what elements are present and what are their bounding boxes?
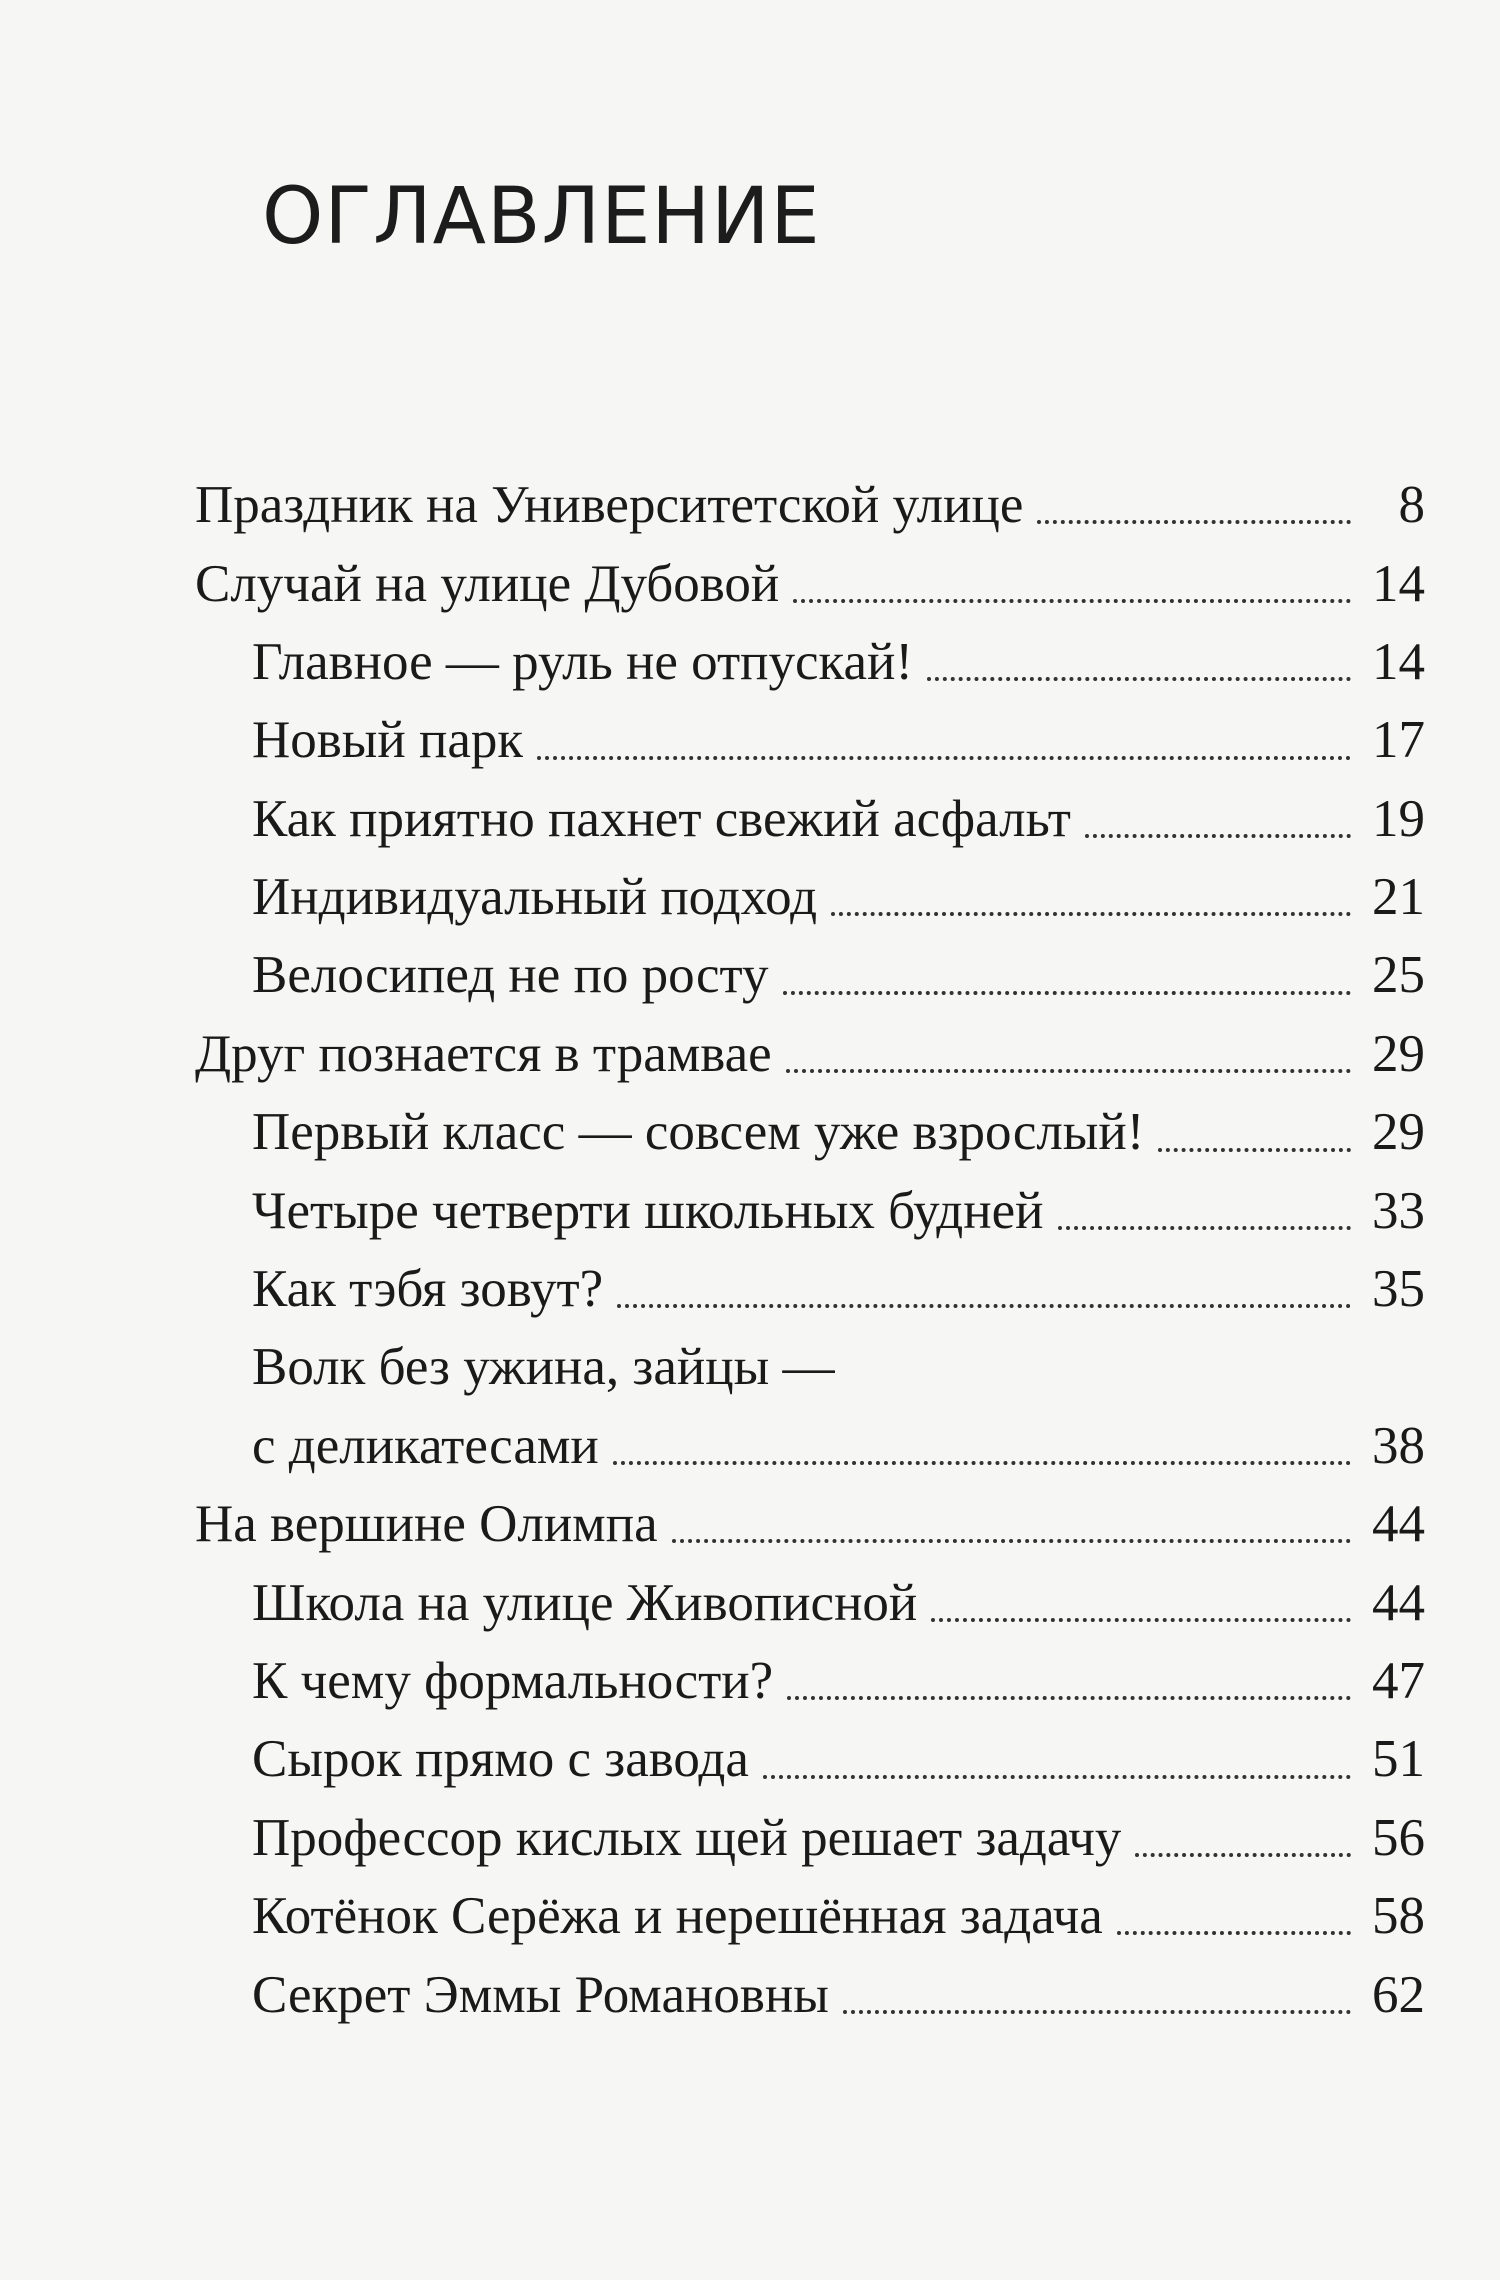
toc-entry-page: 14 <box>1372 554 1425 613</box>
dot-leader <box>613 1461 1351 1465</box>
dot-leader <box>783 991 1352 995</box>
toc-entry-page: 47 <box>1372 1652 1425 1710</box>
toc-subentry <box>195 1636 1425 1714</box>
toc-entry-title: Новый парк <box>252 711 524 770</box>
toc-entry <box>195 1009 1425 1087</box>
toc-entry-title: На вершине Олимпа <box>195 1495 658 1554</box>
toc-subentry-line-1 <box>195 1322 1425 1400</box>
toc-entry-title: Секрет Эммы Романовны <box>252 1965 829 2024</box>
toc-entry-page: 51 <box>1372 1730 1425 1789</box>
toc-entry-title: Четыре четверти школьных будней <box>252 1181 1044 1240</box>
toc-entry-title: Друг познается в трамвае <box>195 1024 772 1083</box>
toc-subentry <box>195 930 1425 1008</box>
dot-leader <box>927 677 1351 681</box>
dot-leader <box>1037 520 1351 524</box>
toc-entry-title: Праздник на Университетской улице <box>195 476 1024 535</box>
toc-entry-title: Профессор кислых щей решает задачу <box>252 1808 1122 1867</box>
toc-subentry-line-2 <box>195 1401 1425 1479</box>
toc-subentry <box>195 1714 1425 1792</box>
dot-leader <box>1135 1853 1351 1857</box>
dot-leader <box>793 599 1351 603</box>
dot-leader <box>1158 1148 1351 1152</box>
toc-entry <box>195 460 1425 538</box>
toc-entry-title: Сырок прямо с завода <box>252 1730 749 1789</box>
dot-leader <box>931 1618 1351 1622</box>
toc-entry-page: 14 <box>1372 632 1425 691</box>
toc-entry-title: Велосипед не по росту <box>252 946 769 1005</box>
toc-entry-page: 29 <box>1372 1024 1425 1083</box>
toc-entry-page: 21 <box>1372 868 1425 927</box>
toc-subentry <box>195 617 1425 695</box>
toc-entry-page: 29 <box>1372 1103 1425 1162</box>
toc-entry-page: 19 <box>1372 789 1425 848</box>
toc-subentry <box>195 774 1425 852</box>
toc-entry-title: Случай на улице Дубовой <box>195 554 780 613</box>
toc-entry-page: 25 <box>1372 946 1425 1005</box>
toc-entry-title: Как тэбя зовут? <box>252 1260 604 1319</box>
toc-subentry <box>195 1087 1425 1165</box>
dot-leader <box>787 1696 1351 1700</box>
dot-leader <box>831 912 1351 916</box>
dot-leader <box>617 1304 1351 1308</box>
dot-leader <box>1085 834 1351 838</box>
dot-leader <box>786 1069 1351 1073</box>
toc-entry-title: Школа на улице Живописной <box>252 1573 918 1632</box>
toc-entry-title: Индивидуальный подход <box>252 868 818 927</box>
toc-subentry <box>195 1871 1425 1949</box>
toc-entry-page: 44 <box>1372 1495 1425 1554</box>
toc-entry-page: 58 <box>1372 1887 1425 1946</box>
toc-entry-page: 38 <box>1372 1416 1425 1475</box>
toc-entry-page: 17 <box>1372 711 1425 770</box>
toc-subentry <box>195 695 1425 773</box>
dot-leader <box>1117 1931 1351 1935</box>
toc-subentry <box>195 1793 1425 1871</box>
dot-leader <box>1058 1226 1351 1230</box>
toc-entry-page: 56 <box>1372 1808 1425 1867</box>
toc-entry-page: 35 <box>1372 1260 1425 1319</box>
toc-entry <box>195 538 1425 616</box>
toc-entry-page: 8 <box>1398 476 1425 535</box>
dot-leader <box>672 1539 1351 1543</box>
toc-subentry <box>195 1949 1425 2027</box>
toc-subentry <box>195 852 1425 930</box>
toc-entry-title: Котёнок Серёжа и нерешённая задача <box>252 1887 1103 1946</box>
page-title: ОГЛАВЛЕНИЕ <box>262 172 821 262</box>
toc-subentry <box>195 1244 1425 1322</box>
dot-leader <box>843 2010 1351 2014</box>
toc-entry-page: 62 <box>1372 1965 1425 2024</box>
dot-leader <box>537 756 1351 760</box>
dot-leader <box>763 1775 1351 1779</box>
toc-entry-title: Волк без ужина, зайцы — <box>252 1338 836 1397</box>
toc-entry-title: Главное — руль не отпускай! <box>252 632 913 691</box>
toc-entry-title: К чему формальности? <box>252 1652 774 1710</box>
toc-subentry <box>195 1166 1425 1244</box>
toc-entry <box>195 1479 1425 1557</box>
toc-entry-page: 33 <box>1372 1181 1425 1240</box>
toc-entry-page: 44 <box>1372 1573 1425 1632</box>
toc-entry-title: Первый класс — совсем уже взрослый! <box>252 1103 1145 1162</box>
toc-entry-title: Как приятно пахнет свежий асфальт <box>252 789 1071 848</box>
toc-entry-title-continued: с деликатесами <box>252 1416 599 1475</box>
table-of-contents <box>195 460 1425 2028</box>
toc-subentry <box>195 1557 1425 1635</box>
